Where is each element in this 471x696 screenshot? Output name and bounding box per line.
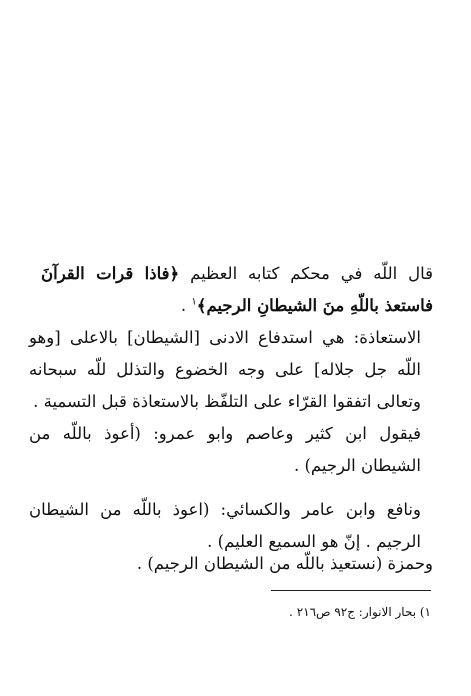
- istiaadha-paragraph: الاستعاذة: هي استدفاع الادنى [الشيطان] بالاعلى [وهو اللّه جل جلاله] على وجه الخضوع والتذلل للّه سبحانه وتعالى اتفقوا القرّاء على التلفّظ بالاستعاذة قبل التسمية .: [29, 328, 421, 411]
- footnote: ١) بحار الانوار: ج٩٢ ص٢١٦ .: [289, 605, 431, 619]
- hamza-paragraph: وحمزة (نستعيذ باللّه من الشيطان الرجيم) .: [136, 554, 433, 573]
- footnote-marker: ١: [191, 296, 197, 308]
- intro-paragraph: [41, 258, 433, 322]
- intro-prefix: قال اللّه في محكم كتابه العظيم: [179, 264, 433, 283]
- footnote-divider: [271, 590, 431, 591]
- nafi-kisai-paragraph: ونافع وابن عامر والكسائي: (اعوذ باللّه من الشيطان الرجيم . إنّ هو السميع العليم) .: [29, 500, 421, 551]
- quran-verse: ﴿فاذا قرات القرآنَ فاستعذ باللّهِ منَ الشيطانِ الرجيم﴾: [41, 264, 433, 315]
- ibn-kathir-paragraph: فيقول ابن كثير وعاصم وابو عمرو: (أعوذ باللّه من الشيطان الرجيم) .: [29, 424, 421, 475]
- intro-suffix: .: [180, 296, 192, 315]
